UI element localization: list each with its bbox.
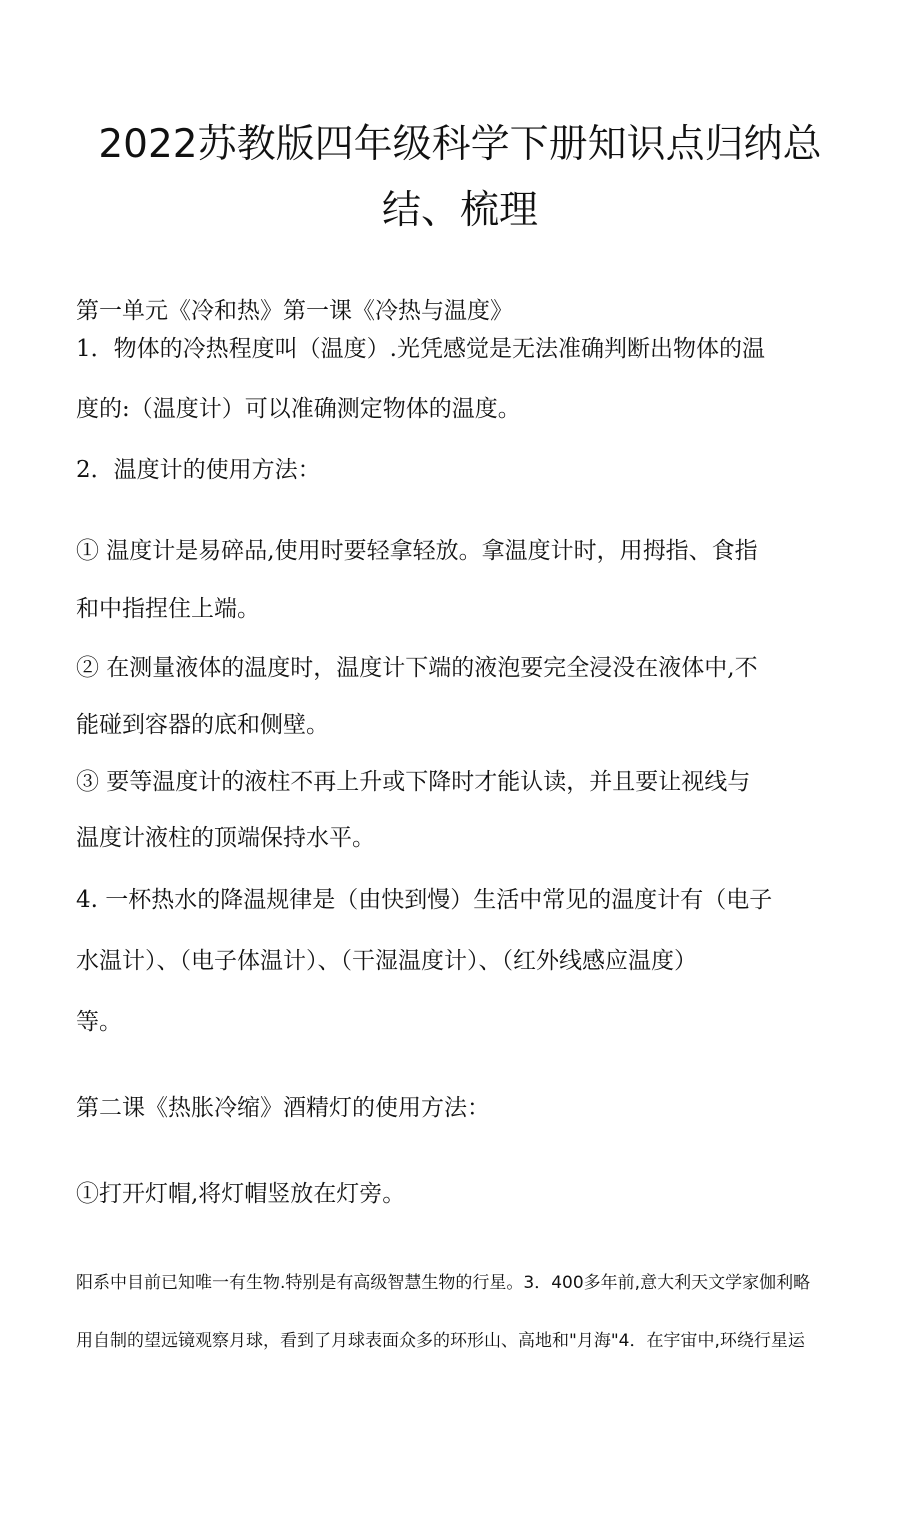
lesson-heading: 第二课《热胀冷缩》酒精灯的使用方法： [76,1095,490,1121]
paragraph-line: 水温计）、（电子体温计）、（干湿温度计）、（红外线感应温度） [76,948,697,974]
unit-heading: 第一单元《冷和热》第一课《冷热与温度》 [76,298,513,324]
paragraph-line: 1．物体的冷热程度叫（温度）.光凭感觉是无法准确判断出物体的温 [76,336,765,362]
paragraph-line: 度的:（温度计）可以准确测定物体的温度。 [76,396,521,422]
list-item-line: 和中指捏住上端。 [76,596,260,622]
document-title [60,112,860,244]
list-item-line: ① 温度计是易碎品,使用时要轻拿轻放。拿温度计时，用拇指、食指 [76,538,758,564]
list-item-line: 温度计液柱的顶端保持水平。 [76,825,375,851]
footer-text-line: 阳系中目前已知唯一有生物.特别是有高级智慧生物的行星。3．400多年前,意大利天文学家伽利略 [76,1273,811,1293]
list-item-line: 能碰到容器的底和侧壁。 [76,712,329,738]
title-line-1: 2022苏教版四年级科学下册知识点归纳总 [98,122,822,167]
paragraph-line: 2．温度计的使用方法： [76,457,321,483]
paragraph-line: 等。 [76,1009,122,1035]
list-item-line: ③ 要等温度计的液柱不再上升或下降时才能认读，并且要让视线与 [76,769,751,795]
title-line-2: 结、梳理 [381,188,538,233]
list-item-line: ①打开灯帽,将灯帽竖放在灯旁。 [76,1181,406,1207]
paragraph-line: 4. 一杯热水的降温规律是（由快到慢）生活中常见的温度计有（电子 [76,887,773,913]
footer-text-line: 用自制的望远镜观察月球，看到了月球表面众多的环形山、高地和"月海"4．在宇宙中,环绕行星运 [76,1331,805,1351]
list-item-line: ② 在测量液体的温度时，温度计下端的液泡要完全浸没在液体中,不 [76,655,758,681]
